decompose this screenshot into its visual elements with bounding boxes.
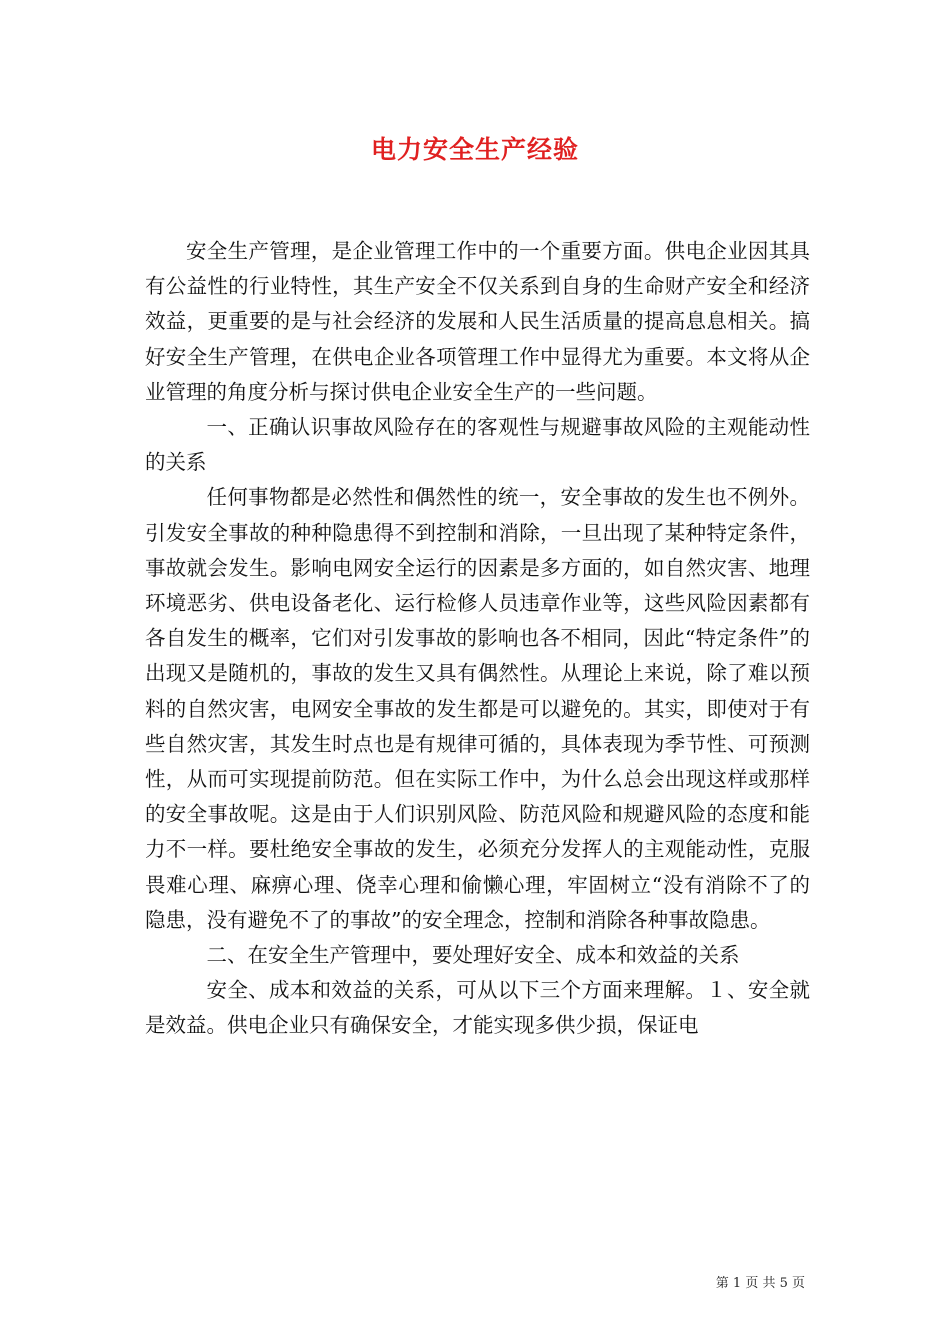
- paragraph-section-2: 安全、成本和效益的关系，可从以下三个方面来理解。１、安全就是效益。供电企业只有确保安全，才能实现多供少损，保证电: [145, 978, 810, 1038]
- document-body: [145, 234, 810, 1044]
- section-heading-1: 一、正确认识事故风险存在的客观性与规避事故风险的主观能动性的关系: [145, 415, 810, 475]
- section-heading-2: 二、在安全生产管理中，要处理好安全、成本和效益的关系: [206, 943, 740, 968]
- paragraph-section-1: 任何事物都是必然性和偶然性的统一，安全事故的发生也不例外。引发安全事故的种种隐患得不到控制和消除，一旦出现了某种特定条件，事故就会发生。影响电网安全运行的因素是多方面的，如自然灾害、地理环境恶劣、供电设备老化、运行检修人员违章作业等，这些风险因素都有各自发生的概率，它们对引发事故的影响也各不相同，因此“特定条件”的出现又是随机的，事故的发生又具有偶然性。从理论上来说，除了难以预料的自然灾害，电网安全事故的发生都是可以避免的。其实，即使对于有些自然灾害，其发生时点也是有规律可循的，具体表现为季节性、可预测性，从而可实现提前防范。但在实际工作中，为什么总会出现这样或那样的安全事故呢。这是由于人们识别风险、防范风险和规避风险的态度和能力不一样。要杜绝安全事故的发生，必须充分发挥人的主观能动性，克服畏难心理、麻痹心理、侥幸心理和偷懒心理，牢固树立“没有消除不了的隐患，没有避免不了的事故”的安全理念，控制和消除各种事故隐患。: [145, 485, 810, 932]
- paragraph-intro: 安全生产管理，是企业管理工作中的一个重要方面。供电企业因其具有公益性的行业特性，其生产安全不仅关系到自身的生命财产安全和经济效益，更重要的是与社会经济的发展和人民生活质量的提高息息相关。搞好安全生产管理，在供电企业各项管理工作中显得尤为重要。本文将从企业管理的角度分析与探讨供电企业安全生产的一些问题。: [145, 239, 810, 404]
- document-title: 电力安全生产经验: [370, 135, 579, 164]
- page-number-footer: 第 1 页 共 5 页: [715, 1276, 805, 1291]
